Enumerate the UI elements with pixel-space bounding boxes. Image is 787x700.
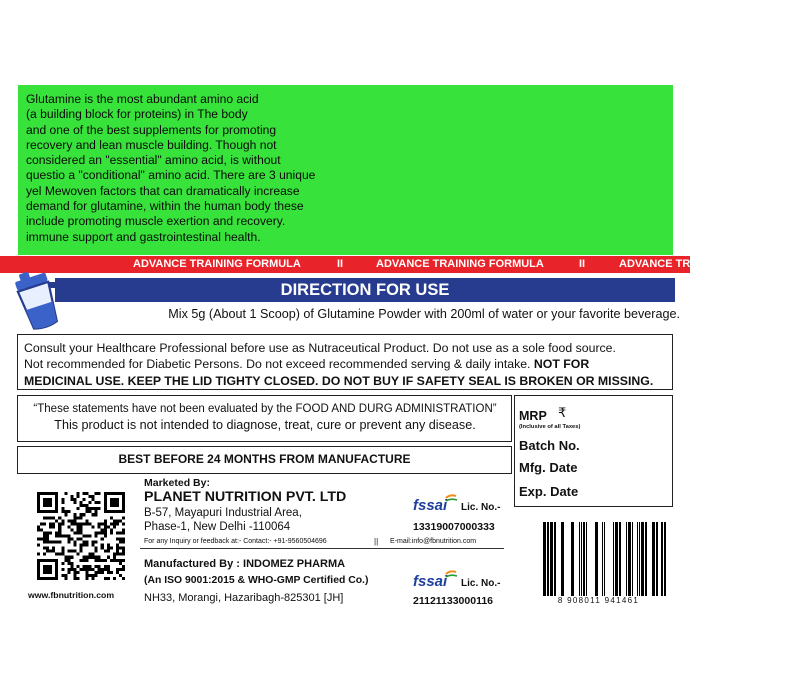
description-line: questio a "conditional" amino acid. There are 3 unique (26, 168, 316, 183)
banner-separator: II (337, 258, 344, 270)
iso-certification: (An ISO 9001:2015 & WHO-GMP Certified Co.) (144, 575, 369, 586)
svg-text:fssai: fssai (413, 497, 448, 514)
contact-separator: || (374, 537, 379, 546)
best-before-text: BEST BEFORE 24 MONTHS FROM MANUFACTURE (118, 452, 411, 466)
banner-segment: ADVANCE TRAINING FORMULA (619, 258, 787, 270)
rupee-icon: ₹ (558, 405, 567, 420)
fssai-logo-icon (412, 494, 458, 516)
mrp-label: MRP (519, 409, 547, 423)
manufacturer-lic-number: 21121133000116 (413, 595, 494, 607)
consult-line: Consult your Healthcare Professional before use as Nutraceutical Product. Do not use as a sole food source. (24, 341, 616, 355)
banner-separator: II (579, 258, 586, 270)
consult-line-bold: NOT FOR (533, 357, 590, 372)
description-line: demand for glutamine, within the human body these (26, 199, 304, 214)
batch-label: Batch No. (519, 438, 580, 453)
website-link[interactable]: www.fbnutrition.com (28, 590, 115, 600)
banner-segment: ADVANCE TRAINING FORMULA (376, 258, 544, 270)
exp-date-label: Exp. Date (519, 484, 579, 499)
description-line: considered an "essential" amino acid, is without (26, 153, 281, 168)
svg-text:fssai: fssai (413, 573, 448, 590)
manufactured-by-heading: Manufactured By : INDOMEZ PHARMA (144, 558, 346, 570)
fda-statement: “These statements have not been evaluated by the FOOD AND DURG ADMINISTRATION” (33, 403, 497, 415)
description-line: Glutamine is the most abundant amino acid (26, 92, 259, 106)
marketer-email[interactable]: E-mail:info@fbnutrition.com (390, 538, 477, 545)
manufacturer-lic-label: Lic. No.- (461, 578, 501, 589)
barcode-digits: 8 908011 941461 (557, 596, 640, 605)
section-divider (140, 548, 504, 549)
description-line: and one of the best supplements for promoting (26, 122, 277, 137)
tax-note: (Inclusive of all Taxes) (519, 424, 581, 430)
consult-line (24, 373, 669, 389)
consult-line-bold: MEDICINAL USE. KEEP THE LID TIGHTY CLOSED. DO NOT BUY IF SAFETY SEAL IS BROKEN OR MISSING. (24, 373, 654, 388)
consult-line-plain: Not recommended for Diabetic Persons. Do not exceed recommended serving & daily intake. (24, 357, 531, 372)
description-line: recovery and lean muscle building. Though not (26, 137, 277, 152)
description-text (26, 92, 368, 245)
marketer-lic-number: 13319007000333 (413, 521, 495, 533)
banner-segment: ADVANCE TRAINING FORMULA (133, 258, 301, 270)
direction-text: Mix 5g (About 1 Scoop) of Glutamine Powder with 200ml of water or your favorite beverage. (168, 307, 680, 321)
consult-text (24, 340, 669, 389)
marketer-name: PLANET NUTRITION PVT. LTD (144, 489, 347, 505)
barcode-icon (524, 518, 673, 606)
disease-disclaimer: This product is not intended to diagnose, treat, cure or prevent any disease. (54, 418, 476, 432)
marketer-lic-label: Lic. No.- (461, 502, 501, 513)
mfg-date-label: Mfg. Date (519, 460, 578, 475)
fssai-logo-icon (412, 570, 458, 592)
description-line: immune support and gastrointestinal health. (26, 229, 261, 244)
marketer-address-line: B-57, Mayapuri Industrial Area, (144, 507, 302, 519)
marketer-contact: For any Inquiry or feedback at:- Contact:- +91-9560504696 (144, 538, 327, 545)
description-line: yel Mewoven factors that can dramatically increase (26, 183, 300, 198)
description-line: include promoting muscle exertion and recovery. (26, 214, 286, 229)
formula-banner-text (0, 258, 787, 272)
marketed-by-heading: Marketed By: (144, 477, 210, 489)
manufacturer-address: NH33, Morangi, Hazaribagh-825301 [JH] (144, 592, 344, 604)
marketer-address-line: Phase-1, New Delhi -110064 (144, 521, 291, 533)
description-line: (a building block for proteins) in The body (26, 107, 248, 122)
direction-title: DIRECTION FOR USE (280, 281, 450, 299)
qr-code-icon[interactable] (37, 492, 125, 580)
consult-line (24, 356, 669, 372)
